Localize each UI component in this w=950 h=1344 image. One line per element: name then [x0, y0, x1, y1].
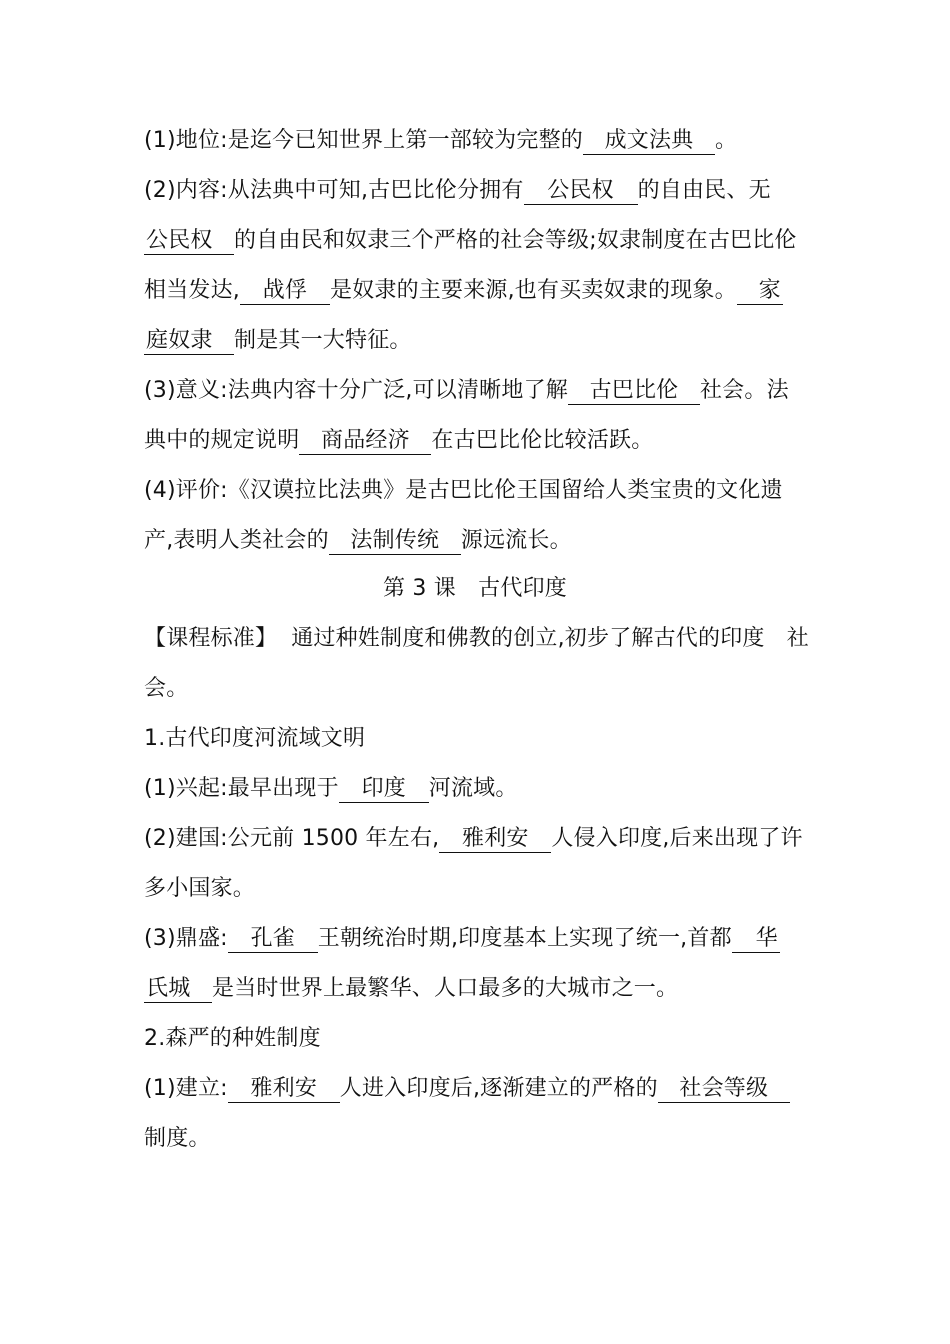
content-text: (2)内容:从法典中可知,古巴比伦分拥有	[144, 178, 524, 203]
answer-blank: 战俘	[240, 278, 330, 305]
content-text: 的自由民、无	[637, 178, 771, 203]
significance-text: 社会。法	[699, 378, 789, 403]
evaluation-text: 产,表明人类社会的	[144, 528, 329, 553]
item-establish-line-2	[144, 1114, 814, 1164]
answer-blank: 公民权	[144, 228, 234, 255]
answer-blank: 成文法典	[583, 128, 715, 155]
item-evaluation-line-2	[144, 516, 814, 566]
answer-blank: 法制传统	[329, 528, 461, 555]
item-evaluation-line-1	[144, 466, 814, 516]
answer-blank: 孔雀	[228, 926, 318, 953]
answer-blank: 雅利安	[439, 826, 551, 853]
rise-text: (1)兴起:最早出现于	[144, 776, 339, 801]
item-content-line-2	[144, 216, 814, 266]
founding-text: (2)建国:公元前 1500 年左右,	[144, 826, 440, 851]
significance-text: 典中的规定说明	[144, 428, 300, 453]
item-status-tail: 。	[714, 128, 738, 153]
establish-text: 制度。	[144, 1126, 211, 1151]
content-text: 相当发达,	[144, 278, 240, 303]
significance-text: (3)意义:法典内容十分广泛,可以清晰地了解	[144, 378, 568, 403]
item-content-line-4	[144, 316, 814, 366]
item-content-line-3	[144, 266, 814, 316]
lesson-title: 第 3 课 古代印度	[383, 576, 567, 601]
establish-text: (1)建立:	[144, 1076, 228, 1101]
rise-text: 河流域。	[428, 776, 518, 801]
answer-blank: 华	[732, 926, 780, 953]
answer-blank: 古巴比伦	[568, 378, 700, 405]
peak-text: (3)鼎盛:	[144, 926, 228, 951]
answer-blank: 公民权	[524, 178, 638, 205]
answer-blank: 印度	[339, 776, 429, 803]
answer-blank: 社会等级	[658, 1076, 790, 1103]
course-standard-label: 【课程标准】	[144, 626, 278, 651]
item-significance-line-2	[144, 416, 814, 466]
item-content-line-1	[144, 166, 814, 216]
establish-text: 人进入印度后,逐渐建立的严格的	[339, 1076, 658, 1101]
peak-text: 是当时世界上最繁华、人口最多的大城市之一。	[212, 976, 679, 1001]
item-status	[144, 116, 814, 166]
item-status-text: (1)地位:是迄今已知世界上第一部较为完整的	[144, 128, 583, 153]
content-text: 的自由民和奴隶三个严格的社会等级;奴隶制度在古巴比伦	[234, 228, 797, 253]
content-text: 是奴隶的主要来源,也有买卖奴隶的现象。	[330, 278, 737, 303]
course-standard-line-2	[144, 664, 814, 714]
evaluation-text: 源远流长。	[460, 528, 572, 553]
item-significance-line-1	[144, 366, 814, 416]
significance-text: 在古巴比伦比较活跃。	[431, 428, 654, 453]
content-text: 制是其一大特征。	[234, 328, 412, 353]
item-rise	[144, 764, 814, 814]
course-standard-text: 会。	[144, 676, 189, 701]
answer-blank: 雅利安	[228, 1076, 340, 1103]
peak-text: 王朝统治时期,印度基本上实现了统一,首都	[317, 926, 732, 951]
section-heading: 2.森严的种姓制度	[144, 1026, 321, 1051]
item-peak-line-2	[144, 964, 814, 1014]
item-peak-line-1	[144, 914, 814, 964]
item-founding-line-1	[144, 814, 814, 864]
item-founding-line-2	[144, 864, 814, 914]
course-standard-text: 通过种姓制度和佛教的创立,初步了解古代的印度 社	[291, 626, 809, 651]
founding-text: 人侵入印度,后来出现了许	[551, 826, 803, 851]
evaluation-text: (4)评价:《汉谟拉比法典》是古巴比伦王国留给人类宝贵的文化遗	[144, 478, 783, 503]
founding-text: 多小国家。	[144, 876, 256, 901]
answer-blank: 庭奴隶	[144, 328, 234, 355]
answer-blank: 家	[737, 278, 783, 305]
section-heading: 1.古代印度河流域文明	[144, 726, 366, 751]
item-establish-line-1	[144, 1064, 814, 1114]
course-standard-line-1	[144, 614, 814, 664]
answer-blank: 氏城	[144, 976, 212, 1003]
answer-blank: 商品经济	[299, 428, 431, 455]
